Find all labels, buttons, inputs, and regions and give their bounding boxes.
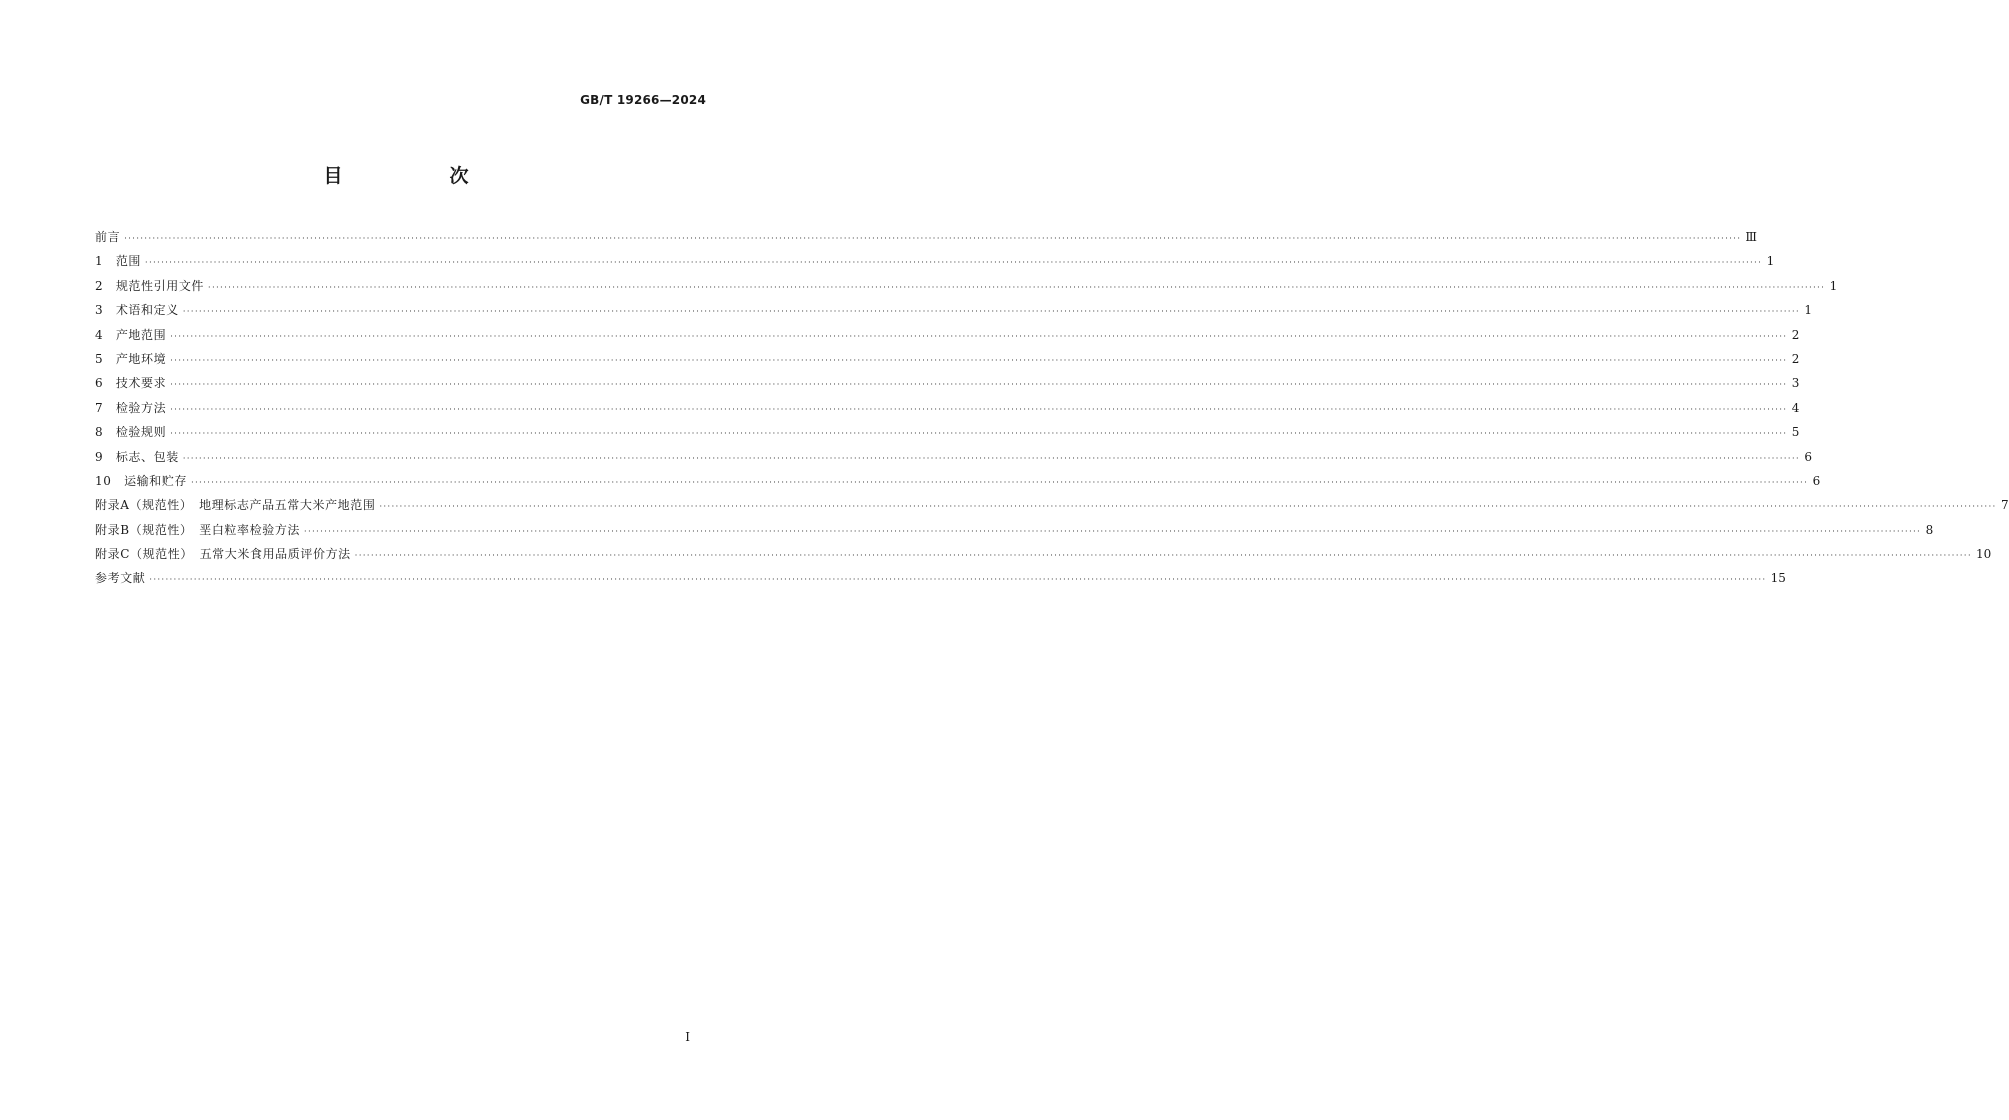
toc-leader-dots: ················································································································································································································································································································································································································ <box>145 258 1763 268</box>
toc-leader-dots: ················································································································································································································································································································································································································ <box>170 404 1788 414</box>
toc-entry-page: 7 <box>2001 498 2009 513</box>
toc-entry-page: 6 <box>1804 449 1813 464</box>
toc-entry-production-environment[interactable] <box>95 349 1800 373</box>
toc-entry-label: 3 术语和定义 <box>95 303 179 318</box>
toc-entry-transport-storage[interactable] <box>95 471 1821 495</box>
toc-leader-dots: ················································································································································································································································································································································································································ <box>182 307 1801 317</box>
toc-leader-dots: ················································································································································································································································································································································································································ <box>379 502 1997 512</box>
toc-entry-normative-references[interactable] <box>95 276 1838 300</box>
toc-entry-label: 9 标志、包装 <box>95 449 179 464</box>
toc-leader-dots: ················································································································································································································································································································································································································ <box>354 551 1972 561</box>
toc-entry-label: 1 范围 <box>95 254 142 269</box>
toc-leader-dots: ················································································································································································································································································································································································································ <box>182 453 1801 463</box>
toc-entry-bibliography[interactable] <box>95 568 1786 592</box>
toc-entry-label: 7 检验方法 <box>95 400 167 415</box>
page-number: Ⅰ <box>685 1030 690 1044</box>
toc-entry-page: 2 <box>1791 327 1800 342</box>
toc-entry-page: 15 <box>1770 571 1786 586</box>
toc-entry-page: 2 <box>1791 351 1800 366</box>
toc-entry-terms-definitions[interactable] <box>95 300 1813 324</box>
toc-entry-inspection-rules[interactable] <box>95 422 1800 446</box>
toc-leader-dots: ················································································································································································································································································································································································································ <box>170 355 1788 365</box>
table-of-contents <box>95 227 2009 593</box>
toc-entry-label: 前言 <box>95 230 121 244</box>
toc-leader-dots: ················································································································································································································································································································································································································ <box>170 429 1788 439</box>
toc-entry-page: 1 <box>1766 254 1775 269</box>
toc-entry-label: 2 规范性引用文件 <box>95 278 205 293</box>
toc-entry-scope[interactable] <box>95 251 1775 275</box>
toc-entry-label: 6 技术要求 <box>95 376 167 391</box>
toc-entry-annex-b[interactable] <box>95 520 1934 544</box>
toc-entry-label: 4 产地范围 <box>95 327 167 342</box>
toc-entry-label: 5 产地环境 <box>95 351 167 366</box>
toc-entry-production-area[interactable] <box>95 325 1800 349</box>
toc-entry-label: 8 检验规则 <box>95 425 167 440</box>
toc-entry-annex-c[interactable] <box>95 544 1992 568</box>
toc-entry-label: 附录B（规范性） 垩白粒率检验方法 <box>95 522 301 537</box>
toc-entry-label: 附录A（规范性） 地理标志产品五常大米产地范围 <box>95 498 376 513</box>
toc-leader-dots: ················································································································································································································································································································································································································ <box>170 331 1788 341</box>
toc-entry-label: 附录C（规范性） 五常大米食用品质评价方法 <box>95 547 351 562</box>
toc-entry-page: 10 <box>1975 547 1992 562</box>
toc-entry-label: 10 运输和贮存 <box>95 473 188 488</box>
toc-leader-dots: ················································································································································································································································································································································································································ <box>124 234 1742 243</box>
toc-entry-page: 1 <box>1829 278 1838 293</box>
toc-leader-dots: ················································································································································································································································································································································································································ <box>304 526 1922 536</box>
toc-entry-page: 5 <box>1791 425 1800 440</box>
toc-entry-foreword[interactable] <box>95 227 1757 251</box>
toc-entry-page: 4 <box>1791 400 1800 415</box>
page-title: 目 次 <box>323 165 513 187</box>
toc-entry-marking-packaging[interactable] <box>95 447 1813 471</box>
standard-code: GB/T 19266—2024 <box>580 93 706 107</box>
toc-leader-dots: ················································································································································································································································································································································································································ <box>191 477 1809 487</box>
toc-leader-dots: ················································································································································································································································································································································································································ <box>170 380 1788 390</box>
toc-leader-dots: ················································································································································································································································································································································································································ <box>208 282 1826 292</box>
toc-entry-test-methods[interactable] <box>95 398 1800 422</box>
toc-entry-page: 8 <box>1925 522 1934 537</box>
toc-entry-page: Ⅲ <box>1745 230 1757 244</box>
toc-entry-label: 参考文献 <box>95 571 146 586</box>
toc-entry-page: 6 <box>1812 473 1821 488</box>
toc-entry-page: 1 <box>1804 303 1813 318</box>
toc-entry-annex-a[interactable] <box>95 495 2009 519</box>
toc-entry-technical-requirements[interactable] <box>95 373 1800 397</box>
toc-leader-dots: ················································································································································································································································································································································································································ <box>149 575 1767 585</box>
toc-entry-page: 3 <box>1791 376 1800 391</box>
